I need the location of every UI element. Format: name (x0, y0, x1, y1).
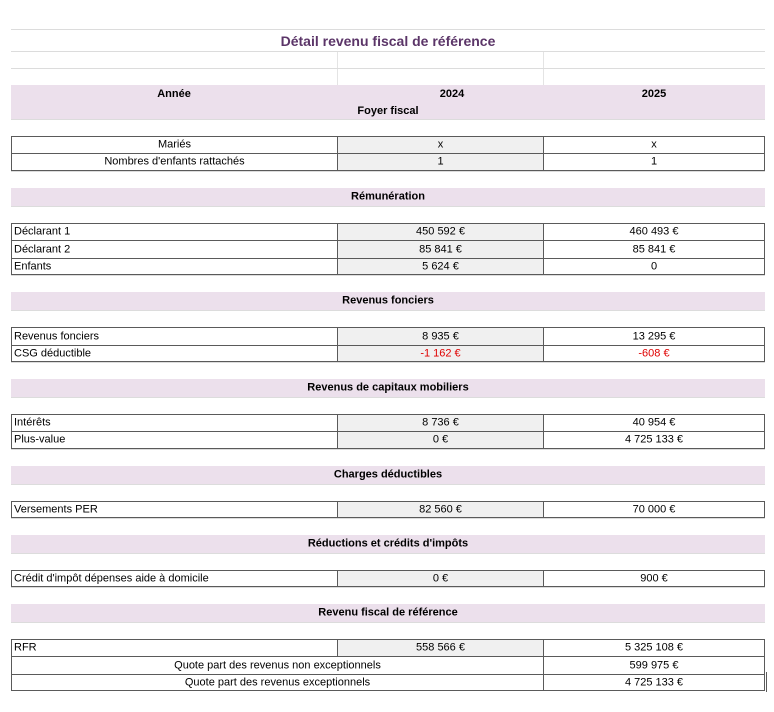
value-2025-negative: -608 € (638, 347, 670, 359)
row-label: Enfants (14, 260, 52, 272)
header-band (11, 85, 765, 119)
blank-row (11, 449, 765, 467)
table-row (11, 240, 765, 258)
blank-row (11, 275, 765, 293)
selection-edge (766, 672, 767, 692)
table-row (11, 501, 765, 518)
value-2024: 8 935 € (422, 330, 459, 342)
quote-non-exceptionnels-label: Quote part des revenus non exceptionnels (174, 659, 381, 671)
section-band (11, 466, 765, 484)
section-band (11, 604, 765, 622)
row-label: RFR (14, 641, 37, 654)
year-2025-header: 2025 (641, 88, 667, 100)
value-2025: 900 € (640, 572, 668, 584)
row-label: Crédit d'impôt dépenses aide à domicile (14, 572, 209, 584)
table-row (11, 414, 765, 431)
year-2024-header: 2024 (439, 88, 465, 100)
value-2025: 70 000 € (632, 503, 676, 515)
quote-exceptionnels-value: 4 725 133 € (624, 676, 684, 688)
value-2025: 4 725 133 € (624, 433, 684, 446)
value-2024: 8 736 € (422, 416, 459, 429)
quote-non-exceptionnels-value: 599 975 € (629, 659, 679, 671)
section-title-fonciers: Revenus fonciers (342, 294, 434, 307)
row-label: Déclarant 1 (14, 225, 71, 238)
value-2024: 85 841 € (419, 243, 462, 255)
value-2025: 13 295 € (632, 330, 676, 342)
table-row (11, 136, 765, 153)
value-2024: 558 566 € (416, 641, 465, 654)
row-label: Intérêts (14, 416, 51, 429)
blank-row (11, 68, 765, 86)
blank-row (11, 206, 765, 224)
section-title-remuneration: Rémunération (351, 190, 425, 203)
value-2024: 450 592 € (416, 225, 465, 238)
blank-row (11, 171, 765, 189)
table-row (11, 674, 765, 691)
value-2025: 0 (650, 260, 658, 272)
section-title-reductions: Réductions et crédits d'impôts (307, 537, 469, 550)
value-2025: x (651, 138, 657, 151)
section-band (11, 188, 765, 206)
value-2024: 0 € (432, 572, 449, 584)
blank-row (11, 622, 765, 640)
table-row (11, 153, 765, 171)
row-label: CSG déductible (14, 347, 92, 359)
section-title-capitaux: Revenus de capitaux mobiliers (307, 381, 469, 394)
table-row (11, 570, 765, 587)
blank-row (11, 310, 765, 328)
section-title-foyer: Foyer fiscal (357, 105, 419, 117)
value-2024: 82 560 € (419, 503, 462, 515)
table-row (11, 431, 765, 449)
blank-row (11, 553, 765, 571)
table-row (11, 258, 765, 275)
blank-row (11, 518, 765, 536)
section-title-rfr: Revenu fiscal de référence (318, 606, 458, 619)
value-2025: 1 (650, 155, 658, 168)
blank-row (11, 362, 765, 380)
table-row (11, 639, 765, 656)
blank-row (11, 119, 765, 137)
value-2025: 85 841 € (632, 243, 676, 255)
value-2024: 5 624 € (422, 260, 459, 272)
quote-exceptionnels-label: Quote part des revenus exceptionnels (184, 676, 371, 688)
row-label: Déclarant 2 (14, 243, 71, 255)
blank-row (11, 484, 765, 502)
section-band (11, 292, 765, 310)
title-row (11, 29, 765, 52)
value-2025: 460 493 € (629, 225, 679, 238)
section-title-charges: Charges déductibles (333, 468, 443, 481)
blank-row (11, 397, 765, 415)
table-row (11, 223, 765, 240)
row-label: Revenus fonciers (14, 330, 99, 342)
blank-row (11, 51, 765, 69)
value-2024: 1 (437, 155, 444, 168)
page-title: Détail revenu fiscal de référence (280, 33, 496, 49)
table-row (11, 656, 765, 674)
section-band (11, 535, 765, 553)
row-label: Plus-value (14, 433, 66, 446)
value-2024-negative: -1 162 € (420, 347, 461, 359)
row-label: Versements PER (14, 503, 98, 515)
section-band (11, 379, 765, 397)
table-row (11, 345, 765, 362)
value-2024: x (437, 138, 444, 151)
row-label: Mariés (157, 138, 191, 151)
table-row (11, 327, 765, 345)
value-2025: 40 954 € (632, 416, 676, 429)
row-label: Nombres d'enfants rattachés (104, 155, 245, 168)
value-2025: 5 325 108 € (624, 641, 684, 654)
year-column-label: Année (157, 88, 191, 100)
blank-row (11, 587, 765, 605)
value-2024: 0 € (432, 433, 449, 446)
